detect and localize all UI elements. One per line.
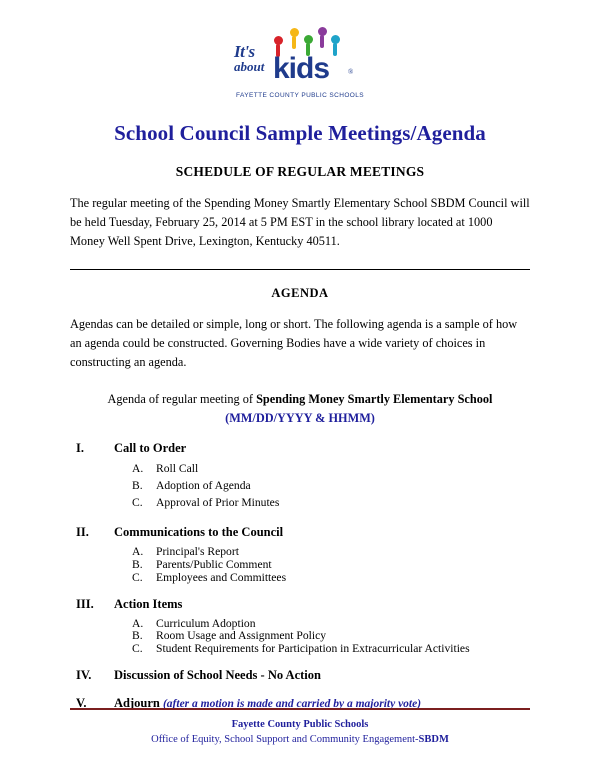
outline-sublist-3 [70,617,530,656]
list-item [114,495,530,512]
sub-letter: A. [132,544,144,558]
outline-label: Call to Order [114,441,187,456]
sub-letter: C. [132,642,143,656]
outline-label-note: (after a motion is made and carried by a majority vote) [162,698,422,711]
fcps-logo [226,26,374,99]
list-item [114,617,530,630]
list-item [114,629,530,642]
outline-item-3 [70,597,530,612]
logo-registered-mark: ® [348,68,354,76]
outline-item-2 [70,525,530,540]
outline-item-1 [70,441,530,456]
sub-text: Employees and Committees [156,570,287,584]
logo-text-kids: kids [273,52,330,85]
agenda-heading: AGENDA [271,286,329,301]
logo-mark [226,26,374,90]
sub-letter: B. [132,478,143,492]
outline-numeral: V. [76,696,87,711]
sub-letter: B. [132,557,143,571]
footer-office-name [70,732,530,748]
sub-text: Approval of Prior Minutes [156,495,280,509]
divider [70,269,530,270]
logo-caption: FAYETTE COUNTY PUBLIC SCHOOLS [235,92,365,99]
intro-paragraph: The regular meeting of the Spending Money Smartly Elementary School SBDM Council will be held Tuesday, February 25, 2014 at 5 PM EST in the school library located at 1000 Money Well Spent Drive, Lexington, Kentucky 40511. [70,196,530,249]
footer-divider [70,708,530,710]
outline-sublist-2 [70,545,530,584]
footer-district-name: Fayette County Public Schools [231,718,369,730]
sub-letter: A. [132,462,144,476]
agenda-paragraph: Agendas can be detailed or simple, long or short. The following agenda is a sample of how an agenda could be constructed. Governing Bodies have a wide variety of choices in constructing an agenda. [70,317,518,370]
list-item [114,571,530,584]
logo-text-its: It's [234,42,255,61]
list-item [114,478,530,495]
sub-text: Adoption of Agenda [156,478,251,492]
sub-text: Curriculum Adoption [156,616,256,630]
sub-text: Principal's Report [156,544,239,558]
agenda-outline [70,441,530,711]
outline-numeral: I. [76,441,84,456]
sub-text: Roll Call [156,462,199,476]
agenda-of-prefix: Agenda of regular meeting of [107,392,257,407]
outline-item-4 [70,668,530,683]
agenda-of-datetime: (MM/DD/YYYY & HHMM) [225,410,375,425]
sub-text: Room Usage and Assignment Policy [156,629,327,643]
sub-letter: C. [132,570,143,584]
outline-numeral: II. [76,524,89,539]
agenda-of-line [70,390,530,427]
page-title: School Council Sample Meetings/Agenda [114,121,486,145]
logo-text-about: about [234,59,265,74]
outline-label: Action Items [114,596,183,611]
page-footer [70,708,530,749]
outline-label: Communications to the Council [114,524,284,539]
outline-label: Discussion of School Needs - No Action [114,668,321,683]
list-item [114,461,530,478]
sub-letter: B. [132,629,143,643]
list-item [114,642,530,655]
kids-figures-icon [270,26,344,54]
footer-office-prefix: Office of Equity, School Support and Community Engagement- [151,734,419,746]
sub-letter: A. [132,616,144,630]
logo-block [70,0,530,99]
footer-office-bold: SBDM [418,734,449,746]
sub-text: Student Requirements for Participation in Extracurricular Activities [156,642,470,656]
outline-numeral: IV. [76,668,92,683]
sub-letter: C. [132,495,143,509]
outline-label-text: Adjourn [114,696,160,711]
page-subtitle: SCHEDULE OF REGULAR MEETINGS [175,164,425,179]
agenda-of-school: Spending Money Smartly Elementary School [256,392,493,407]
list-item [114,558,530,571]
outline-numeral: III. [76,596,94,611]
outline-sublist-1 [70,461,530,511]
list-item [114,545,530,558]
sub-text: Parents/Public Comment [156,557,272,571]
